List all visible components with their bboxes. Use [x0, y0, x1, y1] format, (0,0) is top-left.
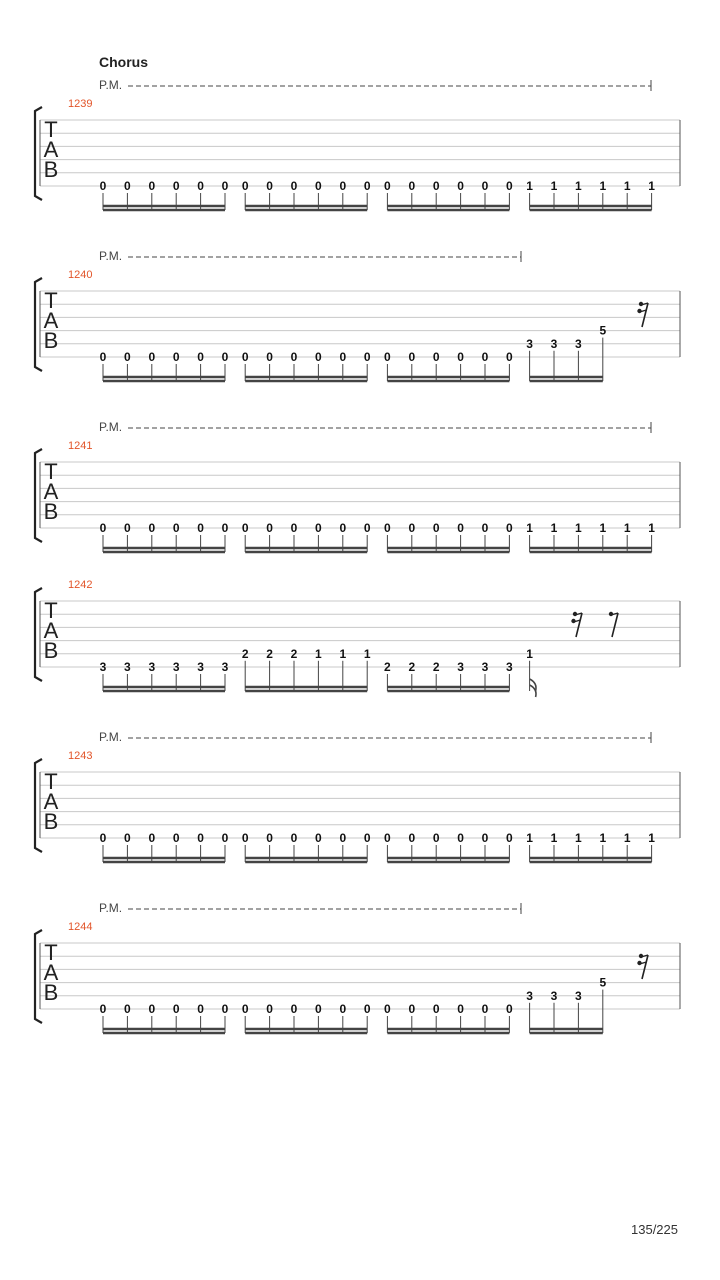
- fret-number: 0: [221, 1002, 229, 1016]
- fret-number: 0: [290, 521, 298, 535]
- palm-mute-label: P.M.: [99, 78, 123, 92]
- tab-clef-a: A: [43, 479, 59, 504]
- tab-clef-b: B: [43, 328, 59, 353]
- fret-number: 3: [172, 660, 180, 674]
- fret-number: 0: [339, 831, 347, 845]
- fret-number: 0: [290, 1002, 298, 1016]
- fret-number: 0: [408, 350, 416, 364]
- fret-number: 0: [124, 179, 131, 193]
- fret-number: 0: [241, 521, 249, 535]
- fret-number: 0: [363, 350, 371, 364]
- fret-number: 0: [241, 350, 249, 364]
- fret-number: 0: [290, 350, 298, 364]
- fret-number: 0: [481, 350, 489, 364]
- fret-number: 0: [408, 521, 416, 535]
- fret-number: 0: [481, 179, 489, 193]
- tab-clef-a: A: [43, 618, 59, 643]
- fret-number: 0: [506, 179, 513, 193]
- fret-number: 0: [457, 1002, 464, 1016]
- palm-mute-label: P.M.: [99, 901, 123, 915]
- tab-clef-t: T: [44, 459, 58, 484]
- fret-number: 1: [526, 831, 533, 845]
- fret-number: 1: [526, 179, 533, 193]
- note-flag: [530, 685, 536, 697]
- fret-number: 0: [457, 831, 464, 845]
- fret-number: 0: [363, 521, 371, 535]
- fret-number: 3: [550, 988, 558, 1003]
- fret-number: 0: [315, 350, 322, 364]
- fret-number: 0: [241, 1002, 249, 1016]
- tab-clef-a: A: [43, 789, 59, 814]
- fret-number: 0: [432, 831, 440, 845]
- tab-system-1241: [35, 420, 680, 552]
- page-number: 135/225: [631, 1222, 678, 1237]
- fret-number: 3: [550, 336, 558, 351]
- fret-number: 0: [241, 179, 249, 193]
- fret-number: 5: [599, 323, 607, 338]
- fret-number: 0: [99, 1002, 107, 1016]
- fret-number: 1: [550, 521, 558, 535]
- fret-number: 3: [575, 988, 582, 1003]
- fret-number: 0: [197, 179, 204, 193]
- fret-number: 0: [506, 521, 513, 535]
- fret-number: 3: [221, 660, 229, 674]
- fret-number: 0: [457, 350, 464, 364]
- fret-number: 3: [197, 660, 204, 674]
- fret-number: 0: [384, 350, 391, 364]
- fret-number: 1: [526, 646, 533, 661]
- fret-number: 2: [241, 646, 249, 661]
- fret-number: 0: [408, 831, 416, 845]
- fret-number: 0: [432, 179, 440, 193]
- fret-number: 2: [266, 646, 273, 661]
- fret-number: 1: [315, 646, 322, 661]
- fret-number: 5: [599, 975, 607, 990]
- fret-number: 0: [481, 1002, 489, 1016]
- fret-number: 0: [172, 350, 180, 364]
- tab-clef-b: B: [43, 809, 59, 834]
- fret-number: 0: [99, 179, 107, 193]
- fret-number: 0: [172, 179, 180, 193]
- rest-stem: [576, 613, 582, 637]
- palm-mute-label: P.M.: [99, 249, 123, 263]
- fret-number: 0: [221, 831, 229, 845]
- fret-number: 0: [363, 179, 371, 193]
- tab-system-1242: [35, 579, 680, 697]
- fret-number: 0: [432, 521, 440, 535]
- fret-number: 0: [148, 521, 156, 535]
- tab-clef-t: T: [44, 117, 58, 142]
- fret-number: 3: [506, 660, 513, 674]
- fret-number: 3: [526, 336, 533, 351]
- fret-number: 0: [197, 1002, 204, 1016]
- fret-number: 0: [148, 350, 156, 364]
- fret-number: 0: [148, 179, 156, 193]
- measure-number: 1241: [68, 440, 93, 452]
- fret-number: 2: [384, 660, 391, 674]
- fret-number: 2: [432, 660, 440, 674]
- fret-number: 0: [148, 831, 156, 845]
- fret-number: 1: [550, 831, 558, 845]
- palm-mute-label: P.M.: [99, 420, 123, 434]
- measure-number: 1239: [68, 98, 93, 110]
- fret-number: 0: [124, 1002, 131, 1016]
- fret-number: 0: [457, 521, 464, 535]
- fret-number: 0: [197, 831, 204, 845]
- fret-number: 1: [363, 646, 371, 661]
- fret-number: 3: [148, 660, 156, 674]
- fret-number: 0: [172, 831, 180, 845]
- fret-number: 0: [506, 831, 513, 845]
- fret-number: 0: [481, 521, 489, 535]
- fret-number: 0: [432, 350, 440, 364]
- fret-number: 0: [481, 831, 489, 845]
- tab-clef-b: B: [43, 499, 59, 524]
- rest-stem: [642, 303, 648, 327]
- measure-number: 1240: [68, 269, 93, 281]
- measure-number: 1244: [68, 921, 93, 933]
- fret-number: 0: [197, 350, 204, 364]
- fret-number: 1: [648, 179, 655, 193]
- fret-number: 0: [384, 831, 391, 845]
- tab-clef-b: B: [43, 638, 59, 663]
- fret-number: 0: [315, 521, 322, 535]
- fret-number: 0: [457, 179, 464, 193]
- fret-number: 0: [384, 1002, 391, 1016]
- tab-system-1244: [35, 901, 680, 1033]
- section-title: Chorus: [99, 54, 148, 70]
- tab-clef-a: A: [43, 308, 59, 333]
- tab-clef-b: B: [43, 980, 59, 1005]
- tab-system-1239: [35, 78, 680, 210]
- fret-number: 1: [599, 521, 607, 535]
- fret-number: 0: [339, 179, 347, 193]
- fret-number: 0: [363, 831, 371, 845]
- measure-number: 1242: [68, 579, 93, 591]
- fret-number: 0: [148, 1002, 156, 1016]
- fret-number: 0: [266, 1002, 273, 1016]
- fret-number: 2: [290, 646, 298, 661]
- fret-number: 1: [648, 831, 655, 845]
- fret-number: 0: [221, 350, 229, 364]
- fret-number: 1: [575, 831, 582, 845]
- fret-number: 0: [99, 521, 107, 535]
- fret-number: 3: [526, 988, 533, 1003]
- fret-number: 1: [339, 646, 347, 661]
- fret-number: 3: [575, 336, 582, 351]
- fret-number: 0: [221, 521, 229, 535]
- fret-number: 0: [99, 350, 107, 364]
- fret-number: 0: [99, 831, 107, 845]
- tab-clef-t: T: [44, 598, 58, 623]
- fret-number: 0: [266, 521, 273, 535]
- fret-number: 0: [339, 521, 347, 535]
- fret-number: 1: [550, 179, 558, 193]
- fret-number: 0: [363, 1002, 371, 1016]
- fret-number: 1: [623, 831, 631, 845]
- fret-number: 1: [526, 521, 533, 535]
- fret-number: 0: [290, 179, 298, 193]
- fret-number: 0: [315, 831, 322, 845]
- fret-number: 0: [197, 521, 204, 535]
- fret-number: 0: [124, 350, 131, 364]
- fret-number: 0: [124, 521, 131, 535]
- fret-number: 0: [290, 831, 298, 845]
- fret-number: 0: [221, 179, 229, 193]
- measure-number: 1243: [68, 750, 93, 762]
- fret-number: 0: [432, 1002, 440, 1016]
- fret-number: 1: [623, 179, 631, 193]
- fret-number: 0: [384, 179, 391, 193]
- tab-clef-a: A: [43, 960, 59, 985]
- tab-system-1243: [35, 730, 680, 862]
- fret-number: 0: [339, 350, 347, 364]
- fret-number: 1: [575, 521, 582, 535]
- fret-number: 0: [172, 1002, 180, 1016]
- rest-stem: [612, 613, 618, 637]
- fret-number: 3: [124, 660, 131, 674]
- tab-system-1240: [35, 249, 680, 381]
- fret-number: 0: [266, 350, 273, 364]
- fret-number: 3: [481, 660, 489, 674]
- fret-number: 0: [241, 831, 249, 845]
- fret-number: 0: [506, 1002, 513, 1016]
- fret-number: 1: [623, 521, 631, 535]
- fret-number: 1: [575, 179, 582, 193]
- rest-stem: [642, 955, 648, 979]
- tab-clef-a: A: [43, 137, 59, 162]
- fret-number: 0: [315, 179, 322, 193]
- fret-number: 0: [384, 521, 391, 535]
- fret-number: 1: [599, 831, 607, 845]
- tab-clef-t: T: [44, 769, 58, 794]
- fret-number: 0: [339, 1002, 347, 1016]
- fret-number: 0: [124, 831, 131, 845]
- tab-clef-t: T: [44, 288, 58, 313]
- fret-number: 3: [457, 660, 464, 674]
- tab-clef-b: B: [43, 157, 59, 182]
- fret-number: 0: [315, 1002, 322, 1016]
- fret-number: 0: [266, 831, 273, 845]
- fret-number: 0: [172, 521, 180, 535]
- fret-number: 1: [648, 521, 655, 535]
- palm-mute-label: P.M.: [99, 730, 123, 744]
- fret-number: 3: [99, 660, 107, 674]
- fret-number: 1: [599, 179, 607, 193]
- fret-number: 0: [506, 350, 513, 364]
- fret-number: 0: [266, 179, 273, 193]
- fret-number: 2: [408, 660, 416, 674]
- fret-number: 0: [408, 1002, 416, 1016]
- fret-number: 0: [408, 179, 416, 193]
- tab-clef-t: T: [44, 940, 58, 965]
